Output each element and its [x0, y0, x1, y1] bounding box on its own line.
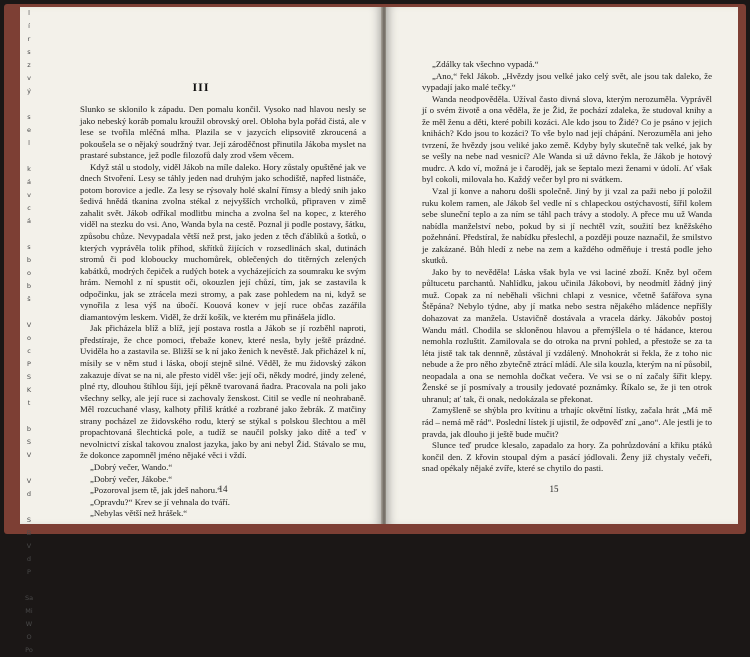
bleed-letter: z	[27, 61, 31, 69]
bleed-letter: á	[27, 217, 31, 225]
bleed-letter: Po	[25, 646, 33, 654]
right-page-text	[422, 59, 712, 475]
dialogue-line: „Dobrý večer, Jákobe.“	[90, 473, 173, 484]
left-page	[20, 7, 382, 654]
bleed-letter: Mi	[25, 607, 33, 615]
paragraph: Vzal jí konve a nahoru došli společně. Jiný by ji vzal za paži nebo jí položil ruku kolem ramen, ale Jákob šel vedle ní s chlapeckou ostýchavostí, šířil kolem sebe sluneční teplo a za ním se táhl pach trávy a stodoly. A přece mu už Wanda nabídla manželství nebo, pokud by si jí nechtěl vzít, soužití bez kněžského požehnání. Předstíral, že nabídku přeslechl, a později pouze naznačil, že smilstvo je zakázané. Bůh hledí z nebe na zem a každého odměňuje i trestá podle jeho skutků.	[422, 186, 712, 266]
bleed-letter	[22, 462, 36, 475]
bleed-letter: k	[27, 165, 31, 173]
bleed-letter: c	[27, 347, 31, 355]
right-page	[386, 7, 738, 524]
paragraph: Zamyšleně se shýbla pro kvítinu a trhajíc okvětní lístky, začala hrát „Má mě rád – nemá mě rád“. Poslední lístek jí ujistil, že odpověď zní „ano“. Ale jestli je to pravda, jak dlouho ji ještě bude mučit?	[422, 405, 712, 439]
bleed-letter: O	[26, 633, 32, 641]
dialogue-line: „Zdálky tak všechno vypadá.“	[432, 59, 539, 69]
bleed-letter: o	[27, 269, 31, 277]
paragraph: Jako by to nevěděla! Láska však byla ve vsi laciné zboží. Kněz byl očem půltucetu parchantů. Nahlídku, jakou učinila Jákobovi, by neodmítl žádný jiný muž. Copak za ní neběhali všichni chlapi z vesnice, včetně šafářova syna Štěpána? Nebylo týdne, aby jí matka nebo sestra nějakého mládence nepříšly dohazovat za manžela. Ustavičně dostávala a vracela dárky. Jákobův postoj Wandu mátl. Chodila se skloněnou hlavou a přemýšlela o té hádance, kterou nemohla rozluštit. Zamilovala se do otroka na první pohled, a přestože se za ta léta jistě tak tak dennně, zůstával jí vzdálený. Mnohokrát si řekla, že z toho nic nebude a že pro něho zbytečně ztrácí mládí. Ale sila kouzla, kterým na ní působil, neopadala a ona se nemohla dočkat večera. Ve vsi se o ní začaly šířit klepy. Ženské se jí posmívaly a trousily jedovaté poznámky. Říkalo se, že ji ten otrok uhranul; ať tak, či onak, nedokázala se překonat.	[422, 266, 712, 404]
bleed-letter: b	[26, 282, 32, 290]
dialogue-line: „Pozoroval jsem tě, jak jdeš nahoru.“	[90, 485, 222, 496]
bleed-letter: t	[27, 399, 31, 407]
bleed-letter: S	[26, 438, 32, 446]
bleed-letter: s	[27, 113, 31, 121]
paragraph: Jak přicházela blíž a blíž, její postava rostla a Jákob se jí rozběhl naproti, předstíraje, že chce pomoci, třebaže konev, které nesla, byly ještě prázdné. Uviděla ho a zastavila se. Bližší se k ní jako ženich k nevěstě. Jak přicházel k ní, mísily se v něm stud i láska, obojí stejně silné. Věděl, že mu židovský zákon zakazuje dívat se na ni, ale přesto viděl vše: její oči, někdy modré, jindy zelené, plné rty, dlouhou štíhlou šíji, její pěkně tvarovaná ňadra. Pracovala na poli jako všechny selky, ale její ruce si zachovaly ženskost. Citil se vedle ní neohrabaně. Měl rozcuchané vlasy, kalhoty příliš krátké a rozbrané jako žebrák. Z matčiny strany pocházel ze židovského rodu, který se stýkal s polskou šlechtou a měl propachtovaná šlechtická pole, a tudíž se naučil polsky jako dítě a teď v nevolnictví získal takovou znalost jazyka, jako by ani nebyl Žid. Stávalo se mu, že dokonce zapomněl jméno nějaké věci i vždí.	[80, 323, 366, 461]
bleed-letter: b	[26, 425, 32, 433]
page-number: 14	[218, 484, 228, 494]
bleed-letter: c	[27, 204, 31, 212]
book-spread	[4, 4, 746, 654]
bleed-letter: K	[26, 386, 32, 394]
paragraph: Slunce teď prudce klesalo, zapadalo za hory. Za pohrůzdování a křiku ptáků končil den. Z křovin stoupal dým a pasácí jódlovali. Ženy již chystaly večeři, snad opékaly nějaké zvíře, které se chytilo do pasti.	[422, 440, 712, 474]
bleed-letter: V	[26, 477, 32, 485]
bleed-letter	[22, 150, 36, 163]
dialogue-line: „Dobrý večer, Wando.“	[90, 461, 173, 472]
bleed-letter: r	[27, 35, 31, 43]
bleed-letter	[22, 98, 36, 111]
bleed-letter: V	[26, 321, 32, 329]
bleed-letter: v	[27, 74, 31, 82]
bleed-letter: š	[27, 295, 31, 303]
paragraph: Slunko se sklonilo k západu. Den pomalu končil. Vysoko nad hlavou nesly se jako nebeský koráb pomalu kroužil obrovský orel. Obloha byla pořád čistá, ale v lese se tvořila mléčná mlha. Plazila se v jazycích elipsovitě zkroucená a pokoušela se o nějaký soudržný tvar. Její zároděčnost přinutila Jákoba myslet na prastaré substance, jež podle filozofů daly zrod všem věcem.	[80, 104, 366, 161]
bleed-letter: í	[28, 22, 30, 30]
paragraph: Když stál u stodoly, viděl Jákob na míle daleko. Hory zůstaly opuštěné jak ve dnech Stvoření. Lesy se táhly jeden nad druhým jako schodiště, napřed listnáče, potom borovice a jedle. Za lesy se rýsovaly holé skalní římsy a bledý snih jako šedivá hnědá tkanina zvolna stékal z nejvyšších vrcholků, připraven v zimě zahalit svět. Jákob odříkal modlitbu mincha a zvolna šel na kopec, z kterého viděl na stezku do vsi. Ano, Wanda byla na cestě. Poznal ji podle postavy, šátku, způsobu chůze. Nevypadala větší než prst, jako jeden z těch ďáblíků a šotků, o kterých vyprávěla tolik příhod, skřítků žijících v rozsedlinách skal, dutinách stromů či pod kloboucky muchomůrek, oblečených do titěrných zelených kabátků, modrých čepiček a rudých botek a vycházejících za soumraku ke svým hrám. Nemohl z ní spustit oči, okouzlen její chůzí, tím, jak se zastavila k odpočinku, jak se ztrácela mezi stromy, a pak zase pohledem na ni, když se vynořila z lesa výš na úbočí. Kouová konev v její ruce občas zazářila diamantovým leskem. Viděl, že drží košík, ve kterém mu přinášela jídlo.	[80, 161, 366, 322]
bleed-letter: P	[27, 568, 31, 576]
bleed-letter: Sa	[24, 594, 34, 602]
page-number: 15	[549, 484, 559, 494]
bleed-letter: P	[27, 360, 31, 368]
bleed-letter: s	[27, 48, 31, 56]
dialogue-line: „Ano,“ řekl Jákob. „Hvězdy jsou velké jako celý svět, ale jsou tak daleko, že vypadají jako malé tečky.“	[422, 70, 712, 93]
bleed-letter: l	[28, 9, 30, 17]
bleed-letter: W	[25, 620, 33, 628]
dialogue-line: „Nebylas větší než hrášek.“	[90, 508, 188, 519]
bleed-letter: d	[26, 555, 32, 563]
bleed-letter	[22, 228, 36, 241]
bleed-letter: e	[27, 126, 31, 134]
left-page-text	[80, 104, 366, 520]
dialogue-line: „Opravdu?“ Krev se jí vehnala do tváří.	[90, 496, 230, 507]
bleed-letter: d	[26, 490, 32, 498]
bleed-letter	[22, 306, 36, 319]
chapter-heading: III	[192, 80, 210, 94]
bleed-letter: v	[27, 191, 31, 199]
bleed-letter: o	[27, 334, 31, 342]
bleed-letter: V	[26, 542, 32, 550]
bleed-letter: b	[26, 256, 32, 264]
paragraph: Wanda neodpověděla. Užíval často divná slova, kterým nerozuměla. Vyprávěl jí o svém životě a ona věděla, že je Žid, že pochází zdaleka, že studoval knihy a že měl ženu a děti, které pobili kozáci. Ale kdo jsou to Židé? Co je psáno v jejich knihách? Kdo jsou to kozáci? To vše bylo nad její chápání. Nerozuměla ani jeho tvrzení, že hvězdy jsou veliké jako země. Kdyby byly skutečně tak velké, jak by se vešly na nebe nad vesnicí? Ale Wanda si už dávno řekla, že Jákob je hotový mudrc. A kdo ví, možná je i čaroděj, jak se šeptalo mezi ženami v údolí. Ať však byl cokoli, milovala ho. Každý večer byl pro ni svátkem.	[422, 93, 712, 185]
bleed-letter: l	[28, 139, 30, 147]
bleed-letter: V	[26, 451, 32, 459]
bleed-letter	[22, 579, 36, 592]
bleed-letter: s	[27, 243, 31, 251]
bleed-letter: S	[26, 516, 32, 524]
bleed-letter: S	[26, 373, 32, 381]
bleed-letter: B	[26, 529, 32, 537]
bleed-letter	[22, 410, 36, 423]
bleed-letter: ý	[27, 87, 31, 95]
bleed-letter: á	[27, 178, 31, 186]
bleed-letter	[22, 501, 36, 514]
